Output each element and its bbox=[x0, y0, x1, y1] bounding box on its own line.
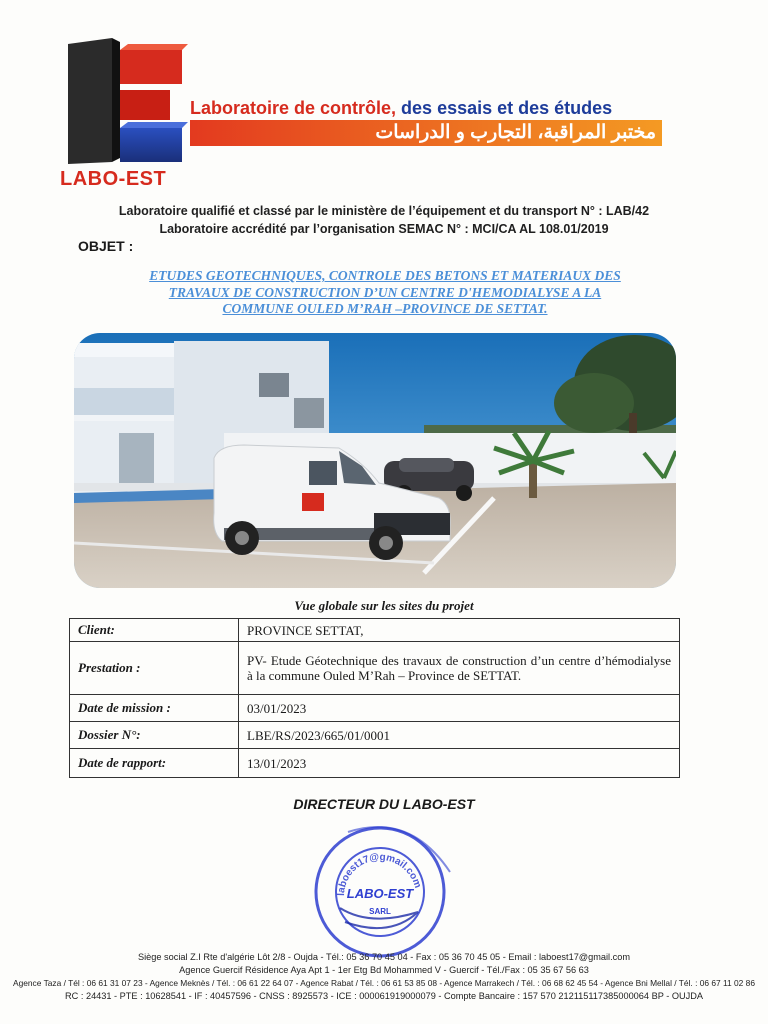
footer-agencies: Agence Taza / Tél : 06 61 31 07 23 - Agence Meknès / Tél. : 06 61 22 64 07 - Agence Rabat / Tél. : 06 61 53 85 08 - Agence Marrakech / Tél. : 06 68 62 45 54 - Agence Bni Mellal / Tél. : 06 67 11 02 86 bbox=[13, 978, 755, 988]
labo-est-logo-icon bbox=[62, 36, 192, 166]
stamp-sarl-text: SARL bbox=[369, 907, 391, 916]
stamp-center-text: LABO-EST bbox=[346, 886, 414, 901]
table-row-report-date bbox=[70, 749, 680, 778]
table-row-mission-date bbox=[70, 695, 680, 722]
report-date-value: 13/01/2023 bbox=[239, 749, 680, 778]
subject-line-1: ETUDES GEOTECHNIQUES, CONTROLE DES BETONS ET MATERIAUX DES bbox=[149, 268, 621, 283]
mission-date-label: Date de mission : bbox=[70, 695, 239, 722]
lab-title-french-part2: des essais et des études bbox=[396, 98, 613, 118]
logo-wordmark: LABO-EST bbox=[60, 168, 167, 190]
client-value: PROVINCE SETTAT, bbox=[239, 619, 680, 642]
footer-registration: RC : 24431 - PTE : 10628541 - IF : 40457596 - CNSS : 8925573 - ICE : 000061919000079 - Compte Bancaire : 157 570 212115117385000064 BP - OUJDA bbox=[65, 991, 703, 1001]
table-row-prestation bbox=[70, 642, 680, 695]
lab-title-french-part1: Laboratoire de contrôle, bbox=[190, 98, 397, 118]
lab-title-french bbox=[190, 98, 612, 119]
company-stamp-icon bbox=[300, 812, 460, 960]
accreditation-line: Laboratoire accrédité par l’organisation SEMAC N° : MCI/CA AL 108.01/2019 bbox=[159, 222, 609, 236]
client-label: Client: bbox=[70, 619, 239, 642]
subject-line-3: COMMUNE OULED M’RAH –PROVINCE DE SETTAT. bbox=[222, 301, 548, 316]
prestation-label: Prestation : bbox=[70, 642, 239, 695]
report-info-table bbox=[69, 618, 680, 778]
mission-date-value: 03/01/2023 bbox=[239, 695, 680, 722]
photo-caption: Vue globale sur les sites du projet bbox=[294, 598, 474, 613]
project-subject bbox=[90, 268, 680, 318]
signature-title: DIRECTEUR DU LABO-EST bbox=[293, 796, 475, 812]
dossier-value: LBE/RS/2023/665/01/0001 bbox=[239, 722, 680, 749]
lab-title-arabic-band bbox=[190, 120, 662, 146]
report-date-label: Date de rapport: bbox=[70, 749, 239, 778]
footer-guercif-agency: Agence Guercif Résidence Aya Apt 1 - 1er Etg Bd Mohammed V - Guercif - Tél./Fax : 05 35 67 56 63 bbox=[179, 965, 589, 975]
prestation-value: PV- Etude Géotechnique des travaux de construction d’un centre d’hémodialyse à la commune Ouled M’Rah – Province de SETTAT. bbox=[239, 642, 680, 695]
dossier-label: Dossier N°: bbox=[70, 722, 239, 749]
stamp-email: laboest17@gmail.com bbox=[335, 851, 424, 897]
qualification-line: Laboratoire qualifié et classé par le ministère de l’équipement et du transport N° : LAB/42 bbox=[118, 204, 650, 218]
site-photo bbox=[74, 333, 676, 588]
lab-title-arabic: مختبر المراقبة، التجارب و الدراسات bbox=[375, 122, 656, 143]
table-row-client bbox=[70, 619, 680, 642]
subject-line-2: TRAVAUX DE CONSTRUCTION D’UN CENTRE D'HEMODIALYSE A LA bbox=[168, 284, 602, 300]
objet-label: OBJET : bbox=[78, 238, 134, 254]
table-row-dossier bbox=[70, 722, 680, 749]
footer-headquarters: Siège social Z.I Rte d'algérie Lôt 2/8 - Oujda - Tél.: 05 36 70 45 04 - Fax : 05 36 70 45 05 - Email : laboest17@gmail.com bbox=[138, 952, 630, 962]
